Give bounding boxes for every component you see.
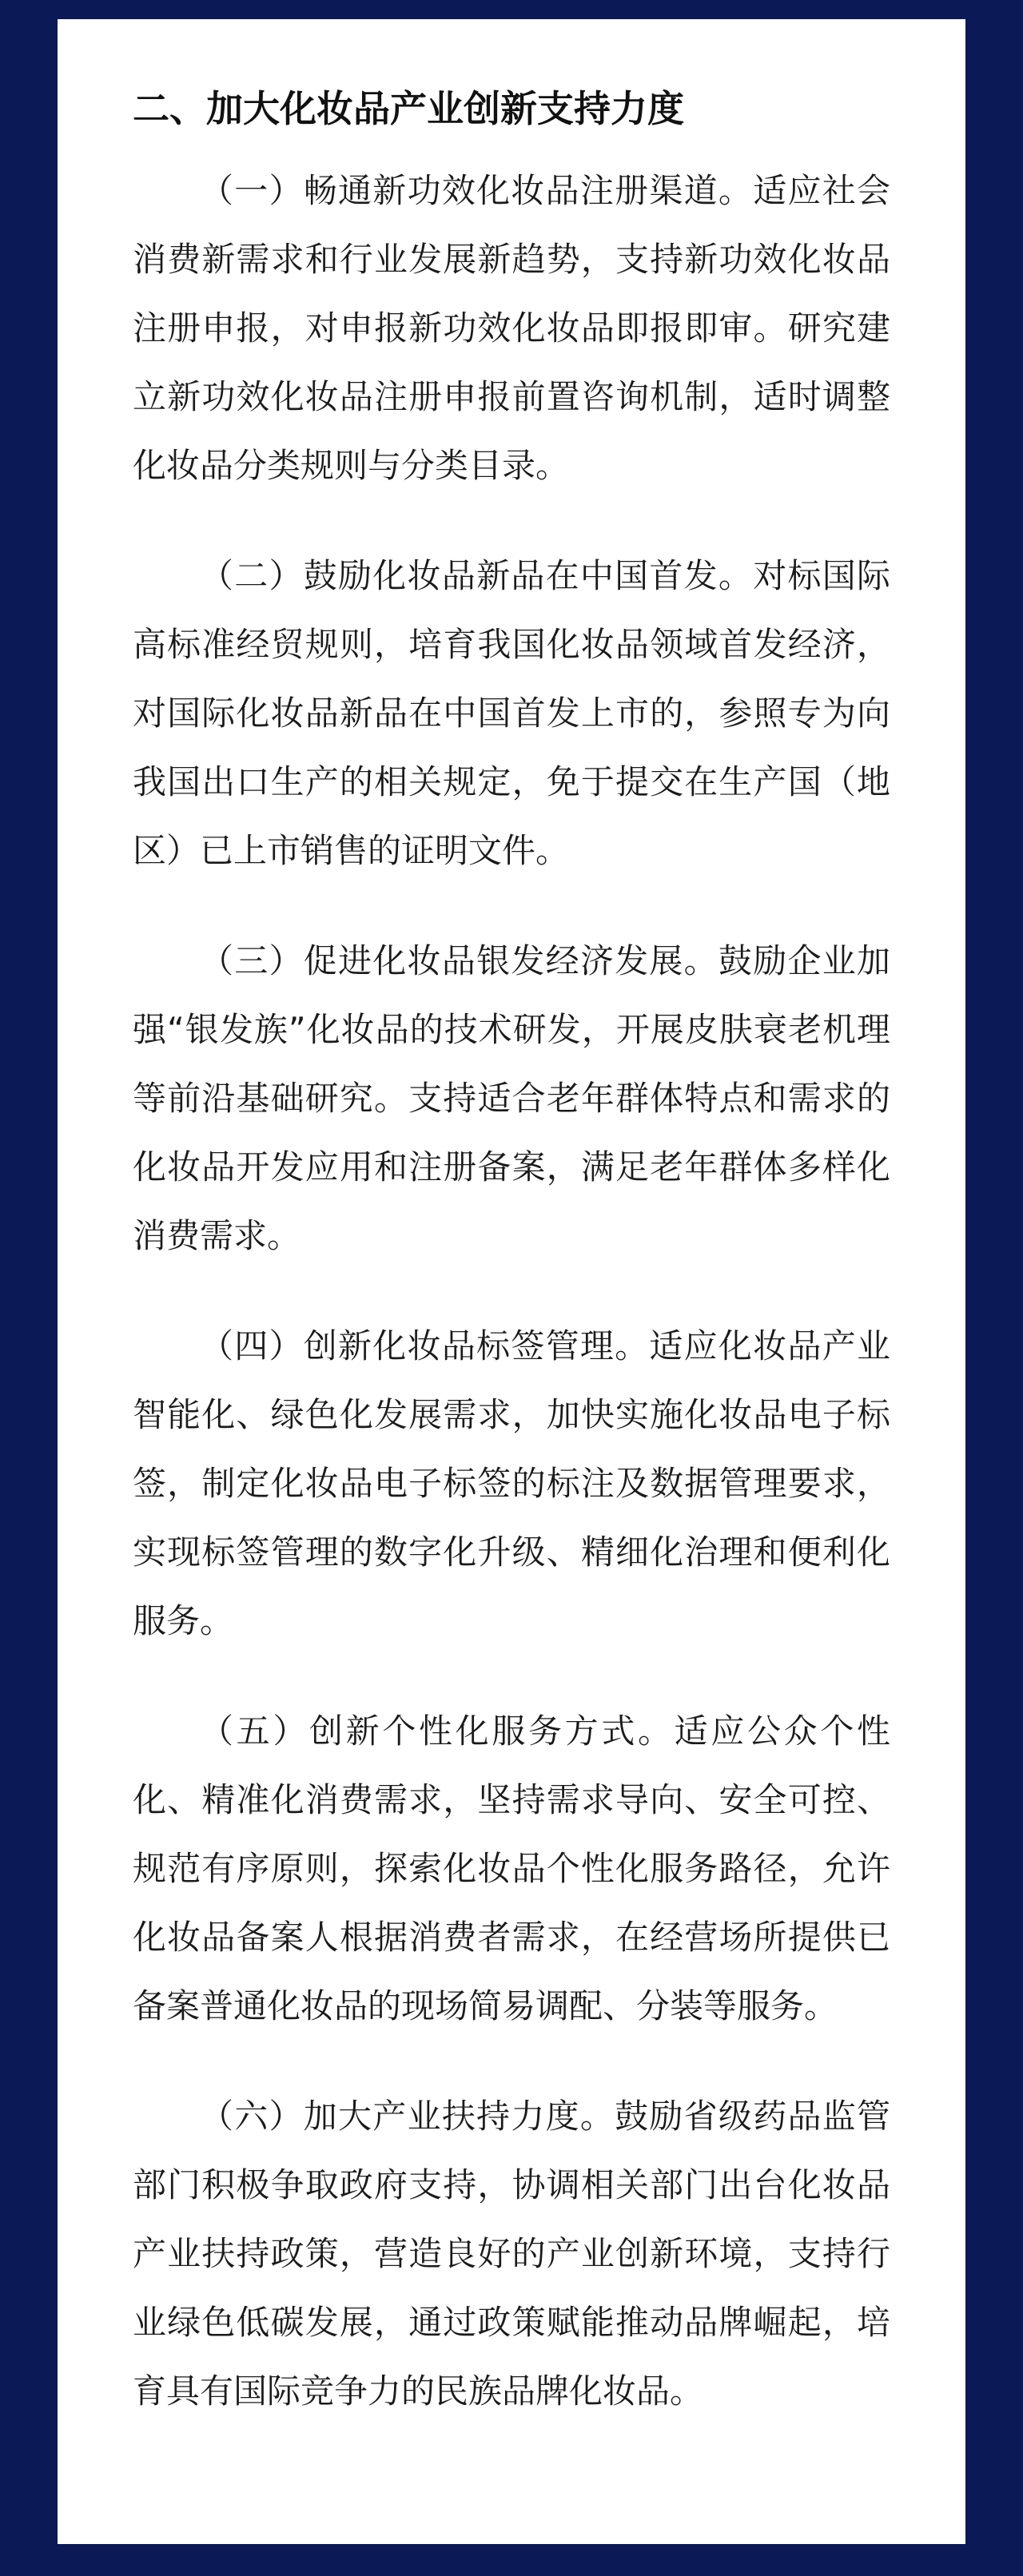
section-heading: 二、加大化妆品产业创新支持力度 [133, 87, 684, 130]
paragraph-4: （四）创新化妆品标签管理。适应化妆品产业智能化、绿色化发展需求，加快实施化妆品电子标签，制定化妆品电子标签的标注及数据管理要求，实现标签管理的数字化升级、精细化治理和便利化服务。 [133, 1326, 890, 1640]
paragraph-6: （六）加大产业扶持力度。鼓励省级药品监管部门积极争取政府支持，协调相关部门出台化妆品产业扶持政策，营造良好的产业创新环境，支持行业绿色低碳发展，通过政策赋能推动品牌崛起，培育具有国际竞争力的民族品牌化妆品。 [133, 2096, 890, 2411]
paragraph-3: （三）促进化妆品银发经济发展。鼓励企业加强“银发族”化妆品的技术研发，开展皮肤衰老机理等前沿基础研究。支持适合老年群体特点和需求的化妆品开发应用和注册备案，满足老年群体多样化消费需求。 [133, 940, 890, 1255]
paragraph-2: （二）鼓励化妆品新品在中国首发。对标国际高标准经贸规则，培育我国化妆品领域首发经济，对国际化妆品新品在中国首发上市的，参照专为向我国出口生产的相关规定，免于提交在生产国（地区）已上市销售的证明文件。 [133, 555, 890, 870]
document-card [58, 19, 965, 2544]
paragraph-5: （五）创新个性化服务方式。适应公众个性化、精准化消费需求，坚持需求导向、安全可控、规范有序原则，探索化妆品个性化服务路径，允许化妆品备案人根据消费者需求，在经营场所提供已备案普通化妆品的现场简易调配、分装等服务。 [133, 1711, 890, 2025]
paragraph-1: （一）畅通新功效化妆品注册渠道。适应社会消费新需求和行业发展新趋势，支持新功效化妆品注册申报，对申报新功效化妆品即报即审。研究建立新功效化妆品注册申报前置咨询机制，适时调整化妆品分类规则与分类目录。 [133, 170, 890, 485]
